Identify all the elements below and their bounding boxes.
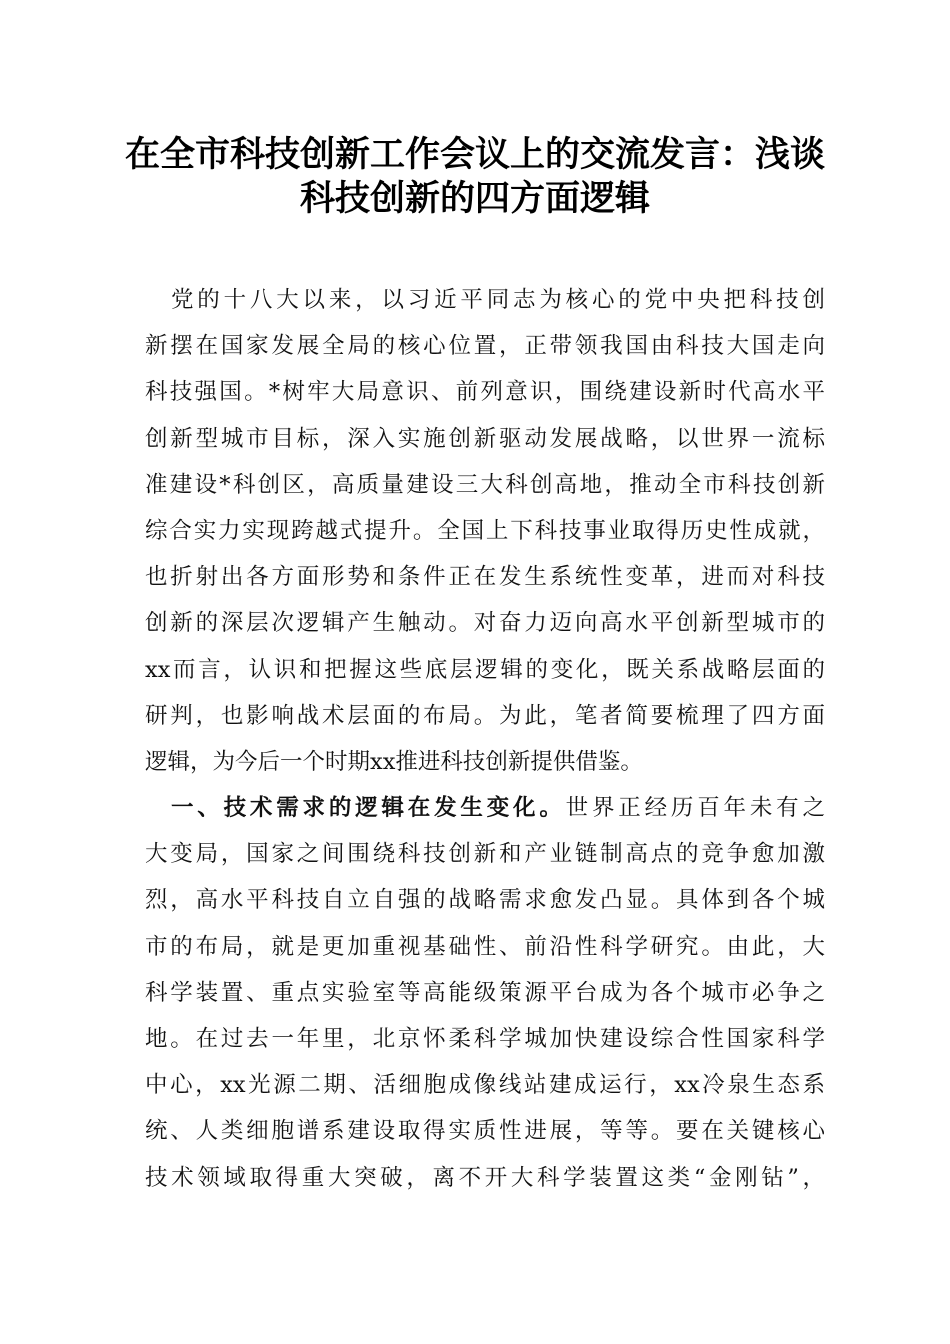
paragraph-line: 也折射出各方面形势和条件正在发生系统性变革，进而对科技 (145, 564, 825, 591)
document-body (145, 277, 825, 1201)
section-1-heading: 一、技术需求的逻辑在发生变化。 (171, 795, 566, 822)
paragraph-line: 技术领域取得重大突破，离不开大科学装置这类“金刚钻”， (145, 1164, 825, 1191)
intro-paragraph (145, 277, 825, 785)
paragraph-line: 市的布局，就是更加重视基础性、前沿性科学研究。由此，大 (145, 933, 825, 960)
section-1-first-line-text: 世界正经历百年未有之 (565, 795, 825, 822)
paragraph-line: 大变局，国家之间围绕科技创新和产业链制高点的竞争愈加激 (145, 841, 825, 868)
paragraph-line: 科技强国。*树牢大局意识、前列意识，围绕建设新时代高水平 (145, 379, 825, 406)
paragraph-line: 党的十八大以来，以习近平同志为核心的党中央把科技创 (171, 287, 825, 313)
title-line-2: 科技创新的四方面逻辑 (299, 178, 650, 219)
paragraph-line: 中心，xx光源二期、活细胞成像线站建成运行，xx冷泉生态系 (145, 1072, 825, 1099)
paragraph-line: 综合实力实现跨越式提升。全国上下科技事业取得历史性成就， (145, 517, 825, 544)
paragraph-line: 创新的深层次逻辑产生触动。对奋力迈向高水平创新型城市的 (145, 610, 825, 637)
title-line-1: 在全市科技创新工作会议上的交流发言：浅谈 (124, 134, 825, 175)
section-1-paragraph (145, 785, 825, 1201)
paragraph-line: 科学装置、重点实验室等高能级策源平台成为各个城市必争之 (145, 979, 825, 1006)
paragraph-line: 创新型城市目标，深入实施创新驱动发展战略，以世界一流标 (145, 425, 825, 452)
section-1-first-line (145, 785, 825, 831)
document-title (100, 133, 850, 221)
paragraph-line: xx而言，认识和把握这些底层逻辑的变化，既关系战略层面的 (145, 656, 825, 683)
paragraph-line: 统、人类细胞谱系建设取得实质性进展，等等。要在关键核心 (145, 1118, 825, 1145)
paragraph-line: 准建设*科创区，高质量建设三大科创高地，推动全市科技创新 (145, 471, 825, 498)
paragraph-line: 逻辑，为今后一个时期xx推进科技创新提供借鉴。 (145, 748, 643, 775)
paragraph-line: 地。在过去一年里，北京怀柔科学城加快建设综合性国家科学 (145, 1026, 825, 1052)
paragraph-line: 烈，高水平科技自立自强的战略需求愈发凸显。具体到各个城 (145, 887, 825, 914)
paragraph-line: 新摆在国家发展全局的核心位置，正带领我国由科技大国走向 (145, 333, 825, 360)
paragraph-line: 研判，也影响战术层面的布局。为此，笔者简要梳理了四方面 (145, 702, 825, 729)
